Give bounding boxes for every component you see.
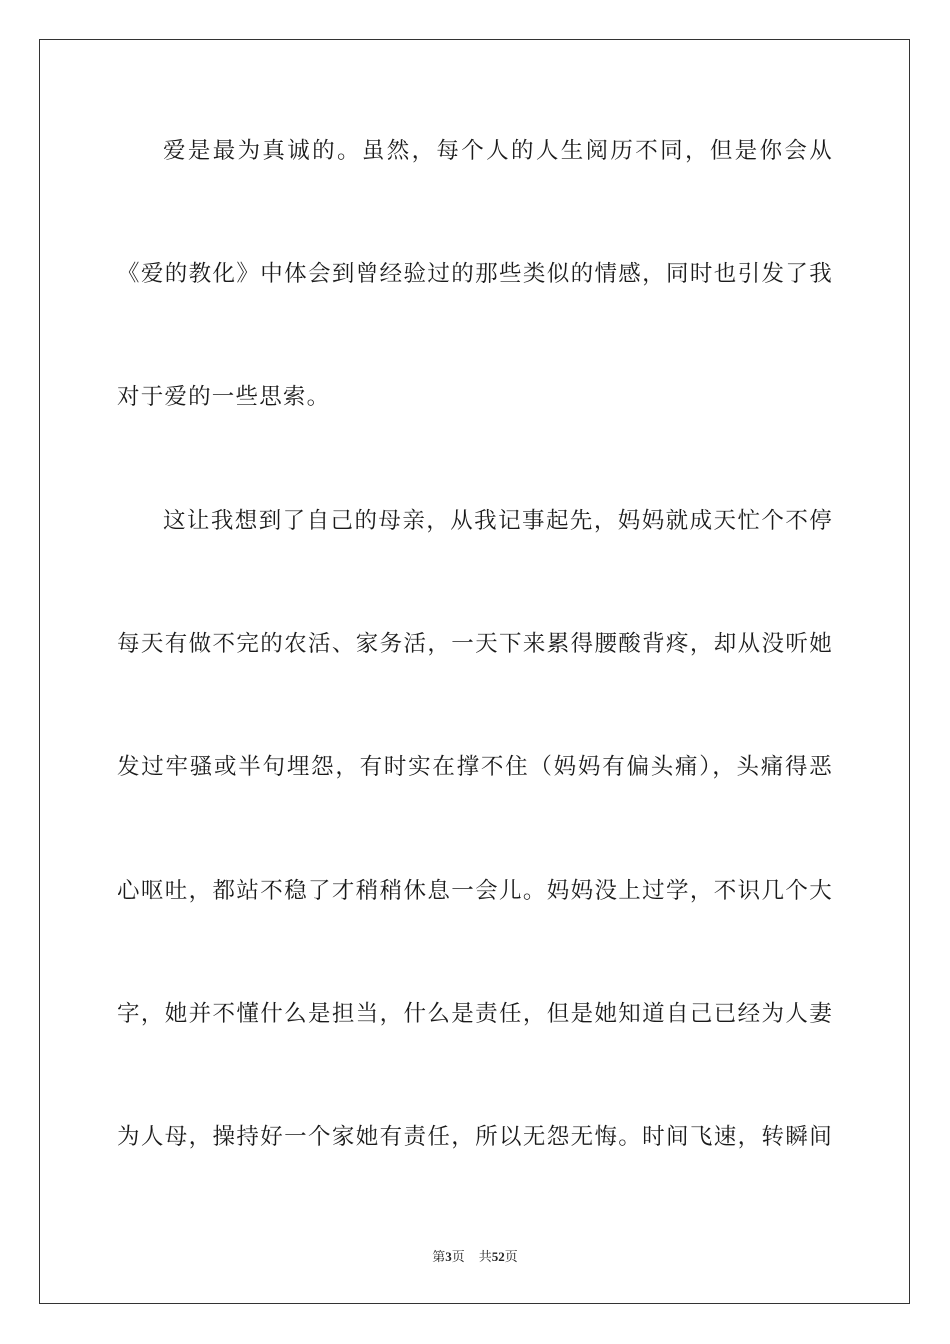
paragraph-2-line-3: 发过牢骚或半句埋怨，有时实在撑不住（妈妈有偏头痛），头痛得恶 (117, 754, 833, 780)
total-prefix: 共 (478, 1250, 492, 1265)
total-pages-number: 52 (491, 1249, 505, 1264)
paragraph-2-line-6: 为人母，操持好一个家她有责任，所以无怨无悔。时间飞速，转瞬间 (117, 1124, 833, 1150)
paragraph-2-line-1: 这让我想到了自己的母亲，从我记事起先，妈妈就成天忙个不停 (163, 508, 833, 534)
paragraph-1-line-2: 《爱的教化》中体会到曾经验过的那些类似的情感，同时也引发了我 (117, 261, 833, 287)
page-footer (0, 1248, 950, 1267)
page-border (39, 39, 910, 1304)
current-page-number: 3 (445, 1249, 452, 1264)
paragraph-2-line-5: 字，她并不懂什么是担当，什么是责任，但是她知道自己已经为人妻 (117, 1001, 833, 1027)
page-prefix: 第 (432, 1250, 446, 1265)
paragraph-1-line-1: 爱是最为真诚的。虽然，每个人的人生阅历不同，但是你会从 (163, 138, 833, 164)
paragraph-2-line-4: 心呕吐，都站不稳了才稍稍休息一会儿。妈妈没上过学，不识几个大 (117, 878, 833, 904)
paragraph-1-line-3: 对于爱的一些思索。 (117, 384, 331, 410)
page-suffix: 页 (451, 1250, 465, 1265)
total-suffix: 页 (504, 1250, 518, 1265)
paragraph-2-line-2: 每天有做不完的农活、家务活，一天下来累得腰酸背疼，却从没听她 (117, 631, 833, 657)
